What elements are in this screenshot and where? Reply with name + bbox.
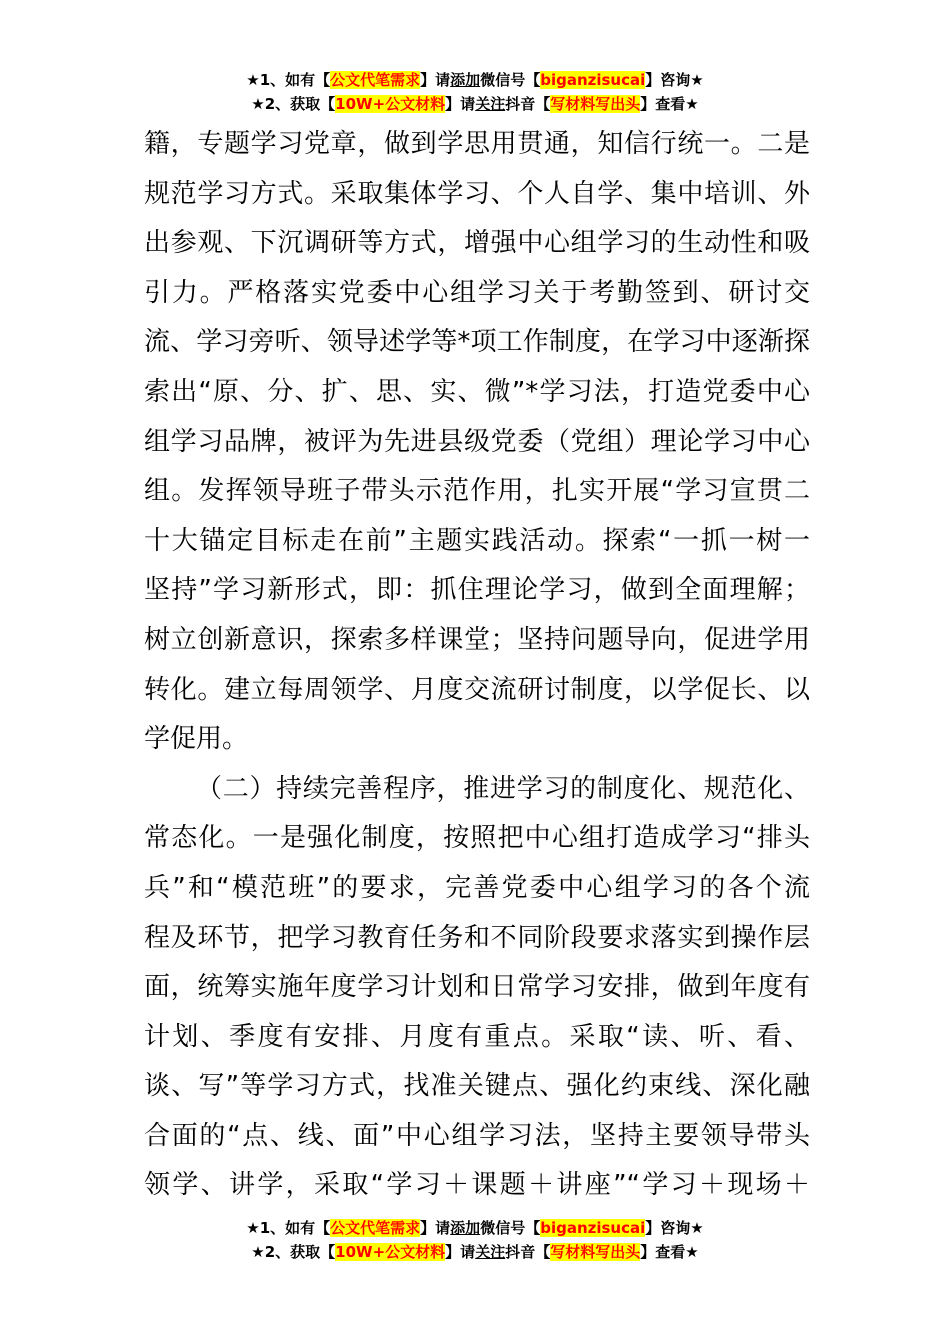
banner-text: 抖音【	[505, 95, 551, 113]
highlight-douyin-id: 写材料写出头	[550, 95, 641, 113]
banner-text: 】咨询	[645, 71, 691, 89]
banner-text: 】查看	[640, 95, 686, 113]
paragraph-line: 组。发挥领导班子带头示范作用，扎实开展“学习宣贯二	[144, 476, 810, 507]
highlight-wechat-id: biganzisucai	[540, 71, 646, 89]
paragraph-line: 籍，专题学习党章，做到学思用贯通，知信行统一。二是	[144, 129, 810, 159]
banner-line-2	[0, 92, 950, 116]
paragraph-line: 计划、季度有安排、月度有重点。采取“读、听、看、	[144, 1021, 810, 1052]
banner-text: 】咨询	[645, 1219, 691, 1237]
paragraph-line: 坚持”学习新形式，即：抓住理论学习，做到全面理解；	[144, 575, 810, 606]
section-heading-line: （二）持续完善程序，推进学习的制度化、规范化、	[196, 773, 810, 804]
paragraph-line: 领学、讲学，采取“学习＋课题＋讲座”“学习＋现场＋	[144, 1170, 810, 1201]
star-icon: ★	[685, 1243, 699, 1261]
header-banner	[0, 68, 950, 116]
paragraph-line: 流、学习旁听、领导述学等*项工作制度，在学习中逐渐探	[144, 327, 810, 358]
banner-text: 抖音【	[505, 1243, 551, 1261]
emphasis-follow: 关注	[475, 1243, 506, 1261]
highlight-service: 公文代笔需求	[330, 71, 421, 89]
highlight-wechat-id: biganzisucai	[540, 1219, 646, 1237]
paragraph-line: 程及环节，把学习教育任务和不同阶段要求落实到操作层	[144, 922, 810, 953]
highlight-materials: 10W+公文材料	[335, 95, 446, 113]
paragraph-line: 常态化。一是强化制度，按照把中心组打造成学习“排头	[144, 823, 810, 854]
banner-text: 1、如有【	[259, 1219, 331, 1237]
emphasis-follow: 关注	[475, 95, 506, 113]
star-icon: ★	[690, 71, 704, 89]
banner-text: 2、获取【	[264, 1243, 336, 1261]
paragraph-line: 规范学习方式。采取集体学习、个人自学、集中培训、外	[144, 178, 810, 209]
paragraph-line: 引力。严格落实党委中心组学习关于考勤签到、研讨交	[144, 277, 810, 308]
star-icon: ★	[685, 95, 699, 113]
banner-text: 】请	[420, 71, 451, 89]
emphasis-add: 添加	[450, 71, 481, 89]
banner-text: 】查看	[640, 1243, 686, 1261]
banner-text: 2、获取【	[264, 95, 336, 113]
paragraph-line: 转化。建立每周领学、月度交流研讨制度，以学促长、以	[144, 674, 810, 705]
banner-text: 】请	[445, 95, 476, 113]
document-body	[144, 120, 810, 1211]
paragraph-line: 十大锚定目标走在前”主题实践活动。探索“一抓一树一	[144, 525, 810, 556]
banner-text: 微信号【	[480, 1219, 541, 1237]
paragraph-line: 合面的“点、线、面”中心组学习法，坚持主要领导带头	[144, 1120, 810, 1151]
highlight-materials: 10W+公文材料	[335, 1243, 446, 1261]
star-icon: ★	[690, 1219, 704, 1237]
paragraph-line: 树立创新意识，探索多样课堂；坚持问题导向，促进学用	[144, 624, 810, 655]
star-icon: ★	[251, 95, 265, 113]
paragraph-line: 组学习品牌，被评为先进县级党委（党组）理论学习中心	[144, 426, 810, 457]
banner-text: 】请	[445, 1243, 476, 1261]
paragraph-line: 出参观、下沉调研等方式，增强中心组学习的生动性和吸	[144, 228, 810, 259]
paragraph-line: 谈、写”等学习方式，找准关键点、强化约束线、深化融	[144, 1071, 810, 1102]
paragraph-line: 面，统筹实施年度学习计划和日常学习安排，做到年度有	[144, 972, 810, 1003]
star-icon: ★	[251, 1243, 265, 1261]
banner-line-1	[0, 1216, 950, 1240]
banner-text: 】请	[420, 1219, 451, 1237]
star-icon: ★	[246, 71, 260, 89]
paragraph-line: 索出“原、分、扩、思、实、微”*学习法，打造党委中心	[144, 376, 810, 407]
paragraph-line: 学促用。	[144, 724, 249, 755]
footer-banner	[0, 1216, 950, 1264]
paragraph-line: 兵”和“模范班”的要求，完善党委中心组学习的各个流	[144, 872, 810, 903]
banner-text: 微信号【	[480, 71, 541, 89]
banner-text: 1、如有【	[259, 71, 331, 89]
emphasis-add: 添加	[450, 1219, 481, 1237]
banner-line-1	[0, 68, 950, 92]
highlight-service: 公文代笔需求	[330, 1219, 421, 1237]
banner-line-2	[0, 1240, 950, 1264]
highlight-douyin-id: 写材料写出头	[550, 1243, 641, 1261]
star-icon: ★	[246, 1219, 260, 1237]
